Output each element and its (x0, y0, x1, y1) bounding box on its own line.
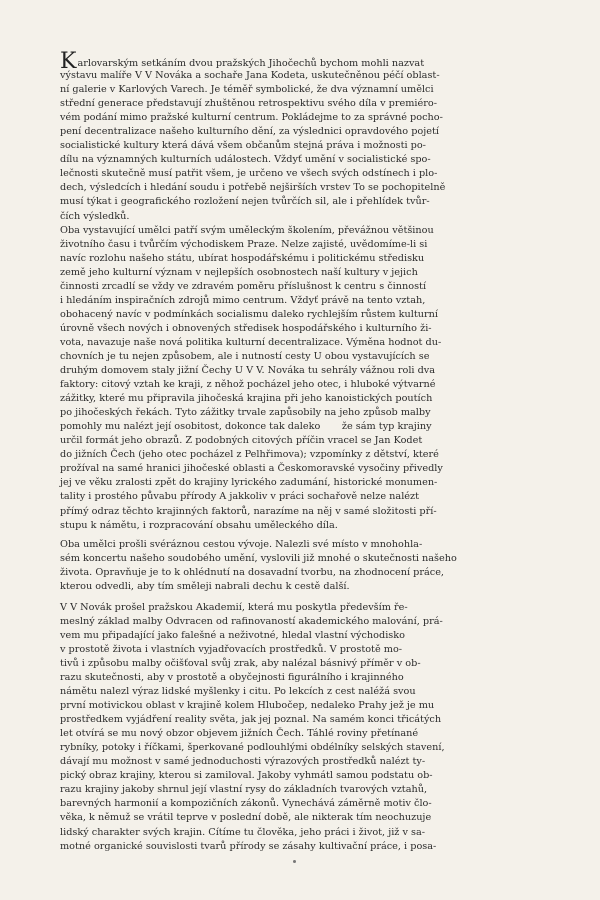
paragraph-line: barevných harmonií a kompozičních zákonů. Vynechává záměrně motiv člo- (60, 798, 432, 810)
paragraph-line: dávají mu možnost v samé jednoduchosti výrazových prostředků nalézt ty- (60, 756, 426, 768)
paragraph-line: činnosti zrcadlí se vždy ve zdravém poměru příslušnost k centru s činností (60, 280, 427, 292)
paragraph-line: meslný základ malby Odvracen od rafinovaností akademického malování, prá- (60, 615, 443, 627)
paragraph-line: do jižních Čech (jeho otec pocházel z Pelhřimova); vzpomínky z dětství, které (60, 449, 439, 461)
paragraph-line: druhým domovem staly jižní Čechy U V V. Nováka tu sehrály vážnou roli dva (60, 365, 436, 377)
paragraph-line: rybníky, potoky i říčkami, šperkované podlouhlými obdélníky selských stavení, (60, 742, 445, 754)
paragraph-1 (60, 49, 538, 224)
paragraph-line: i hledáním inspiračních zdrojů mimo centrum. Vždyť právě na tento vztah, (60, 294, 426, 306)
paragraph-line: chovních je tu nejen způsobem, ale i nutností cesty U obou vystavujících se (60, 350, 430, 362)
paragraph-line: pení decentralizace našeho kulturního dění, za výslednici opravdového pojetí (60, 126, 439, 138)
paragraph-line: dílu na významných kulturních událostech. Vždyť umění v socialistické spo- (60, 154, 431, 166)
paragraph-line: jej ve věku zralosti zpět do krajiny lyrického zadumání, historické monumen- (60, 477, 438, 489)
paragraph-line: motné organické souvislosti tvarů přírody se zásahy kultivační práce, i posa- (60, 840, 437, 852)
paragraph-line: dech, výsledcích i hledání soudu i potřebě nejširších vrstev To se pochopitelně (60, 182, 446, 194)
paragraph-line: přímý odraz těchto krajinných faktorů, narazíme na něj v samé složitosti pří- (60, 505, 437, 517)
paragraph-line: prožíval na samé hranici jihočeské oblasti a Českomoravské vysočiny přivedly (60, 463, 443, 475)
paragraph-line: V V Novák prošel pražskou Akademií, která mu poskytla především ře- (60, 601, 408, 613)
paragraph-line: Oba umělci prošli svéráznou cestou vývoje. Nalezli své místo v mnohohla- (60, 538, 423, 550)
paragraph-line: čích výsledků. (60, 210, 130, 222)
paragraph-line: vem mu připadající jako falešné a neživotné, hledal vlastní východisko (60, 629, 405, 641)
paragraph-line: výstavu malíře V V Nováka a sochaře Jana Kodeta, uskutečněnou péčí oblast- (60, 70, 440, 82)
paragraph-line: kterou odvedli, aby tím směleji nabrali dechu k cestě další. (60, 580, 350, 592)
paragraph-line: v prostotě života i vlastních vyjadřovacích prostředků. V prostotě mo- (60, 643, 403, 655)
paragraph-2 (60, 224, 538, 533)
paragraph-line: tality i prostého půvabu přírody A jakkoliv v práci sochařově nelze nalézt (60, 491, 420, 503)
paragraph-line: námětu nalezl výraz lidské myšlenky i citu. Po lekcích z cest naléžá svou (60, 686, 416, 698)
paragraph-line: střední generace představují zhuštěnou retrospektivu svého díla v premiéro- (60, 98, 437, 110)
paragraph-line: lečnosti skutečně musí patřit všem, je určeno ve všech svých odstínech i plo- (60, 168, 438, 180)
paragraph-line: života. Opravňuje je to k ohlédnutí na dosavadní tvorbu, na zhodnocení práce, (60, 566, 445, 578)
paragraph-line: Oba vystavující umělci patří svým uměleckým školením, převážnou většinou (60, 224, 434, 236)
paragraph-line: úrovně všech nových i obnovených středisek hospodářského i kulturního ži- (60, 322, 432, 334)
paragraph-line: stupu k námětu, i rozpracování obsahu uměleckého díla. (60, 519, 338, 531)
paragraph-line: vota, navazuje naše nová politika kulturní decentralizace. Výměna hodnot du- (60, 336, 442, 348)
paragraph-line: musí týkat i geografického rozložení nejen tvůrčích sil, ale i přehlídek tvůr- (60, 196, 430, 208)
paragraph-line: první motivickou oblast v krajině kolem Hlubočep, nedaleko Prahy jež je mu (60, 700, 435, 712)
paragraph-line: sém koncertu našeho soudobého umění, vyslovili již mnohé o skutečnosti našeho (60, 552, 457, 564)
drop-cap: K (60, 49, 77, 74)
paragraph-3 (60, 538, 538, 594)
page-speck (293, 860, 296, 863)
paragraph-line: věka, k němuž se vrátil teprve v poslední době, ale nikterak tím neochuzuje (60, 812, 432, 824)
paragraph-line: tivů i způsobu malby očišťoval svůj zrak, aby nalézal básnivý příměr v ob- (60, 657, 421, 669)
paragraph-line: obohacený navíc v podmínkách socialismu daleko rychlejším růstem kulturní (60, 308, 438, 320)
paragraph-line: pomohly mu nalézt její osobitost, dokonce tak daleko že sám typ krajiny (60, 421, 432, 433)
paragraph-line: země jeho kulturní význam v nejlepších osobnostech naší kultury v jejich (60, 266, 418, 278)
paragraph-line: let otvírá se mu nový obzor objevem jižních Čech. Táhlé roviny přetínané (60, 728, 419, 740)
paragraph-line: pický obraz krajiny, kterou si zamiloval. Jakoby vyhmátl samou podstatu ob- (60, 770, 433, 782)
paragraph-spacer (60, 594, 538, 601)
paragraph-line: prostředkem vyjádření reality světa, jak jej poznal. Na samém konci třicátých (60, 714, 442, 726)
paragraph-4 (60, 601, 538, 854)
paragraph-line: socialistické kultury která dává všem občanům stejná práva i možnosti po- (60, 140, 426, 152)
paragraph-line: navíc rozlohu našeho státu, ubírat hospodářskému i politickému středisku (60, 252, 425, 264)
paragraph-line: vém podání mimo pražské kulturní centrum. Pokládejme to za správné pocho- (60, 112, 443, 124)
paragraph-line: razu krajiny jakoby shrnul její vlastní rysy do základních tvarových vztahů, (60, 784, 428, 796)
article-body (60, 49, 538, 854)
paragraph-line: Karlovarským setkáním dvou pražských Jihočechů bychom mohli nazvat (60, 49, 425, 74)
paragraph-line: životního času i tvůrčím východiskem Praze. Nelze zajisté, uvědomíme-li si (60, 238, 428, 250)
paragraph-line: po jihočeských řekách. Tyto zážitky trvale zapůsobily na jeho způsob malby (60, 407, 431, 419)
paragraph-line: razu skutečnosti, aby v prostotě a obyčejnosti figurálního i krajinného (60, 672, 404, 684)
paragraph-line: určil formát jeho obrazů. Z podobných citových příčin vracel se Jan Kodet (60, 435, 423, 447)
paragraph-line: zážitky, které mu připravila jihočeská krajina při jeho kanoistických poutích (60, 393, 433, 405)
paragraph-line: lidský charakter svých krajin. Cítíme tu člověka, jeho práci i život, již v sa- (60, 826, 426, 838)
paragraph-line: ní galerie v Karlových Varech. Je téměř symbolické, že dva významní umělci (60, 84, 434, 96)
paragraph-line: faktory: citový vztah ke kraji, z něhož pocházel jeho otec, i hluboké výtvarné (60, 379, 436, 391)
